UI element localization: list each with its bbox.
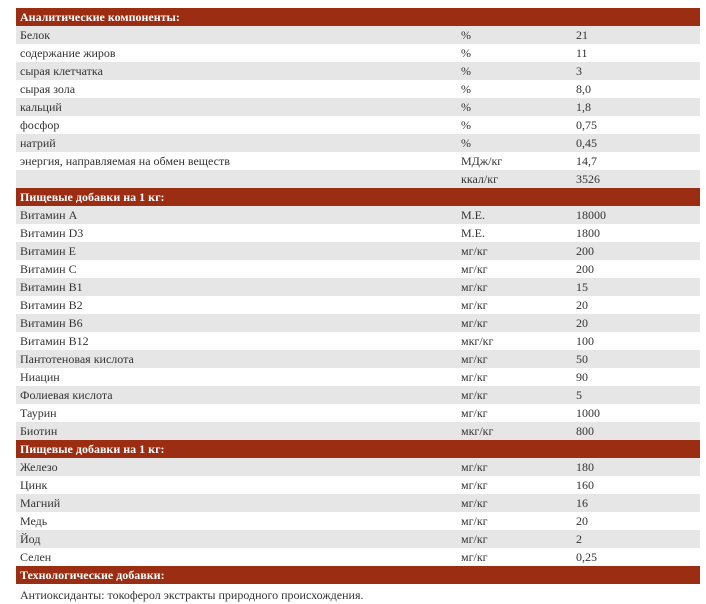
row-name: сырая клетчатка: [16, 62, 457, 80]
table-row: [16, 224, 700, 242]
row-value: 90: [572, 368, 700, 386]
table-row: [16, 26, 700, 44]
table-row: [16, 512, 700, 530]
row-value: 3526: [572, 170, 700, 188]
row-name: Железо: [16, 458, 457, 476]
row-unit: %: [457, 26, 572, 44]
row-name: Магний: [16, 494, 457, 512]
row-name: энергия, направляемая на обмен веществ: [16, 152, 457, 170]
row-unit: мг/кг: [457, 386, 572, 404]
row-value: 11: [572, 44, 700, 62]
table-row: [16, 530, 700, 548]
row-name: Белок: [16, 26, 457, 44]
row-value: 1800: [572, 224, 700, 242]
table-row: [16, 350, 700, 368]
composition-table-body: [16, 8, 700, 584]
row-name: Фолиевая кислота: [16, 386, 457, 404]
row-unit: мг/кг: [457, 548, 572, 566]
section-header: [16, 8, 700, 26]
row-value: 200: [572, 242, 700, 260]
table-row: [16, 44, 700, 62]
section-title: Пищевые добавки на 1 кг:: [16, 440, 700, 458]
row-name: Ниацин: [16, 368, 457, 386]
row-value: 16: [572, 494, 700, 512]
table-row: [16, 242, 700, 260]
row-value: 0,75: [572, 116, 700, 134]
row-unit: мг/кг: [457, 278, 572, 296]
table-row: [16, 206, 700, 224]
section-title: Пищевые добавки на 1 кг:: [16, 188, 700, 206]
row-unit: мг/кг: [457, 404, 572, 422]
table-row: [16, 152, 700, 170]
table-row: [16, 386, 700, 404]
row-value: 5: [572, 386, 700, 404]
table-row: [16, 494, 700, 512]
section-header: [16, 440, 700, 458]
section-title: Аналитические компоненты:: [16, 8, 700, 26]
row-unit: ккал/кг: [457, 170, 572, 188]
technological-additives-text: Антиоксиданты: токоферол экстракты природного происхождения.: [20, 588, 364, 602]
row-unit: %: [457, 62, 572, 80]
row-name: Пантотеновая кислота: [16, 350, 457, 368]
table-row: [16, 62, 700, 80]
row-unit: мг/кг: [457, 260, 572, 278]
row-name: Витамин A: [16, 206, 457, 224]
row-unit: %: [457, 116, 572, 134]
table-row: [16, 296, 700, 314]
row-unit: мг/кг: [457, 530, 572, 548]
row-value: 100: [572, 332, 700, 350]
row-unit: мг/кг: [457, 512, 572, 530]
row-name: Селен: [16, 548, 457, 566]
row-value: 50: [572, 350, 700, 368]
row-name: Йод: [16, 530, 457, 548]
table-row: [16, 548, 700, 566]
row-unit: мг/кг: [457, 296, 572, 314]
row-unit: %: [457, 44, 572, 62]
row-value: 20: [572, 512, 700, 530]
row-value: 20: [572, 314, 700, 332]
row-value: 1000: [572, 404, 700, 422]
row-value: 14,7: [572, 152, 700, 170]
row-name: Витамин D3: [16, 224, 457, 242]
row-name: Биотин: [16, 422, 457, 440]
section-title: Технологические добавки:: [16, 566, 700, 584]
section-header: [16, 566, 700, 584]
table-row: [16, 98, 700, 116]
row-unit: %: [457, 98, 572, 116]
table-row: [16, 314, 700, 332]
row-unit: мг/кг: [457, 368, 572, 386]
row-name: кальций: [16, 98, 457, 116]
row-value: 8,0: [572, 80, 700, 98]
table-row: [16, 404, 700, 422]
row-name: содержание жиров: [16, 44, 457, 62]
row-value: 15: [572, 278, 700, 296]
composition-panel: [16, 8, 700, 604]
table-row: [16, 134, 700, 152]
table-row: [16, 458, 700, 476]
table-row: [16, 260, 700, 278]
row-name: Витамин B1: [16, 278, 457, 296]
composition-table: [16, 8, 700, 584]
table-row: [16, 422, 700, 440]
row-unit: мг/кг: [457, 494, 572, 512]
row-unit: мкг/кг: [457, 332, 572, 350]
row-name: сырая зола: [16, 80, 457, 98]
row-unit: %: [457, 134, 572, 152]
row-name: Медь: [16, 512, 457, 530]
row-value: 21: [572, 26, 700, 44]
row-name: [16, 170, 457, 188]
row-unit: мг/кг: [457, 242, 572, 260]
row-value: 0,25: [572, 548, 700, 566]
row-name: натрий: [16, 134, 457, 152]
row-value: 200: [572, 260, 700, 278]
row-unit: %: [457, 80, 572, 98]
table-row: [16, 116, 700, 134]
row-value: 20: [572, 296, 700, 314]
section-header: [16, 188, 700, 206]
row-unit: мг/кг: [457, 458, 572, 476]
row-value: 18000: [572, 206, 700, 224]
row-name: Витамин E: [16, 242, 457, 260]
row-name: Витамин C: [16, 260, 457, 278]
table-row: [16, 368, 700, 386]
row-name: Витамин B12: [16, 332, 457, 350]
row-unit: мг/кг: [457, 350, 572, 368]
row-unit: МДж/кг: [457, 152, 572, 170]
row-name: Витамин B2: [16, 296, 457, 314]
table-row: [16, 278, 700, 296]
row-value: 0,45: [572, 134, 700, 152]
table-row: [16, 80, 700, 98]
row-value: 180: [572, 458, 700, 476]
row-value: 160: [572, 476, 700, 494]
row-name: Витамин B6: [16, 314, 457, 332]
row-value: 800: [572, 422, 700, 440]
row-name: фосфор: [16, 116, 457, 134]
row-unit: мкг/кг: [457, 422, 572, 440]
row-name: Таурин: [16, 404, 457, 422]
table-row: [16, 476, 700, 494]
row-unit: мг/кг: [457, 314, 572, 332]
row-unit: М.Е.: [457, 224, 572, 242]
row-name: Цинк: [16, 476, 457, 494]
table-row: [16, 170, 700, 188]
table-row: [16, 332, 700, 350]
row-value: 2: [572, 530, 700, 548]
row-value: 3: [572, 62, 700, 80]
row-value: 1,8: [572, 98, 700, 116]
row-unit: М.Е.: [457, 206, 572, 224]
row-unit: мг/кг: [457, 476, 572, 494]
